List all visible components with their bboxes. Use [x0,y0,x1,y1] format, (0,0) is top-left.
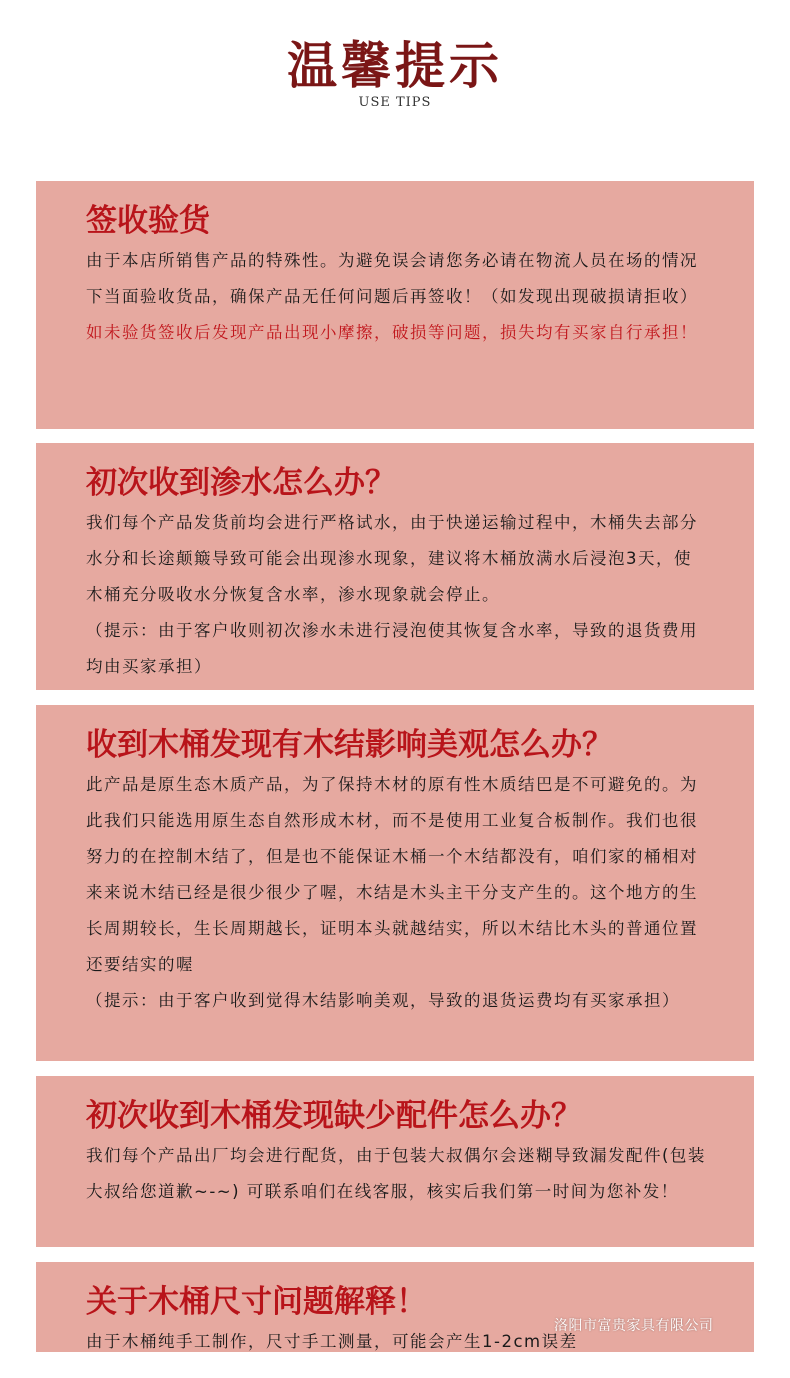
tip-card-leakage [36,443,754,690]
tip-note-paragraph: （提示：由于客户收到觉得木结影响美观，导致的退货运费均有买家承担） [86,991,680,1010]
page-title: 温馨提示 [287,36,503,95]
page-header [0,0,790,140]
tip-card-size [36,1262,754,1352]
tip-warning-paragraph: 如未验货签收后发现产品出现小摩擦，破损等问题，损失均有买家自行承担！ [86,323,698,342]
tip-paragraph: 我们每个产品出厂均会进行配货，由于包装大叔偶尔会迷糊导致漏发配件(包装大叔给您道歉~-~) 可联系咱们在线客服，核实后我们第一时间为您补发！ [86,1146,706,1201]
tip-paragraph: 由于本店所销售产品的特殊性。为避免误会请您务必请在物流人员在场的情况下当面验收货品，确保产品无任何问题后再签收！（如发现出现破损请拒收） [86,251,698,306]
tip-card-title: 签收验货 [86,203,210,239]
tip-card-title: 初次收到木桶发现缺少配件怎么办？ [86,1098,582,1134]
tip-card-inspection [36,181,754,429]
tip-card-title: 初次收到渗水怎么办？ [86,465,396,501]
tip-paragraph: 我们每个产品发货前均会进行严格试水，由于快递运输过程中，木桶失去部分水分和长途颠簸导致可能会出现渗水现象，建议将木桶放满水后浸泡3天，使木桶充分吸收水分恢复含水率，渗水现象就会停止。 [86,513,698,604]
tip-paragraph: 此产品是原生态木质产品，为了保持木材的原有性木质结巴是不可避免的。为此我们只能选用原生态自然形成木材，而不是使用工业复合板制作。我们也很努力的在控制木结了，但是也不能保证木桶一个木结都没有，咱们家的桶相对来来说木结已经是很少很少了喔，木结是木头主干分支产生的。这个地方的生长周期较长，生长周期越长，证明本头就越结实，所以木结比木头的普通位置还要结实的喔 [86,775,698,974]
tip-card-title: 收到木桶发现有木结影响美观怎么办？ [86,727,613,763]
tip-card-title: 关于木桶尺寸问题解释！ [86,1284,427,1320]
company-watermark: 洛阳市富贵家具有限公司 [554,1318,714,1334]
tip-card-missing-parts [36,1076,754,1247]
tip-note-paragraph: （提示：由于客户收则初次渗水未进行浸泡使其恢复含水率，导致的退货费用均由买家承担） [86,621,698,676]
tip-card-wood-knots [36,705,754,1061]
page-subtitle: USE TIPS [358,95,432,110]
tip-paragraph: 由于木桶纯手工制作，尺寸手工测量，可能会产生1-2cm误差 [86,1332,578,1351]
